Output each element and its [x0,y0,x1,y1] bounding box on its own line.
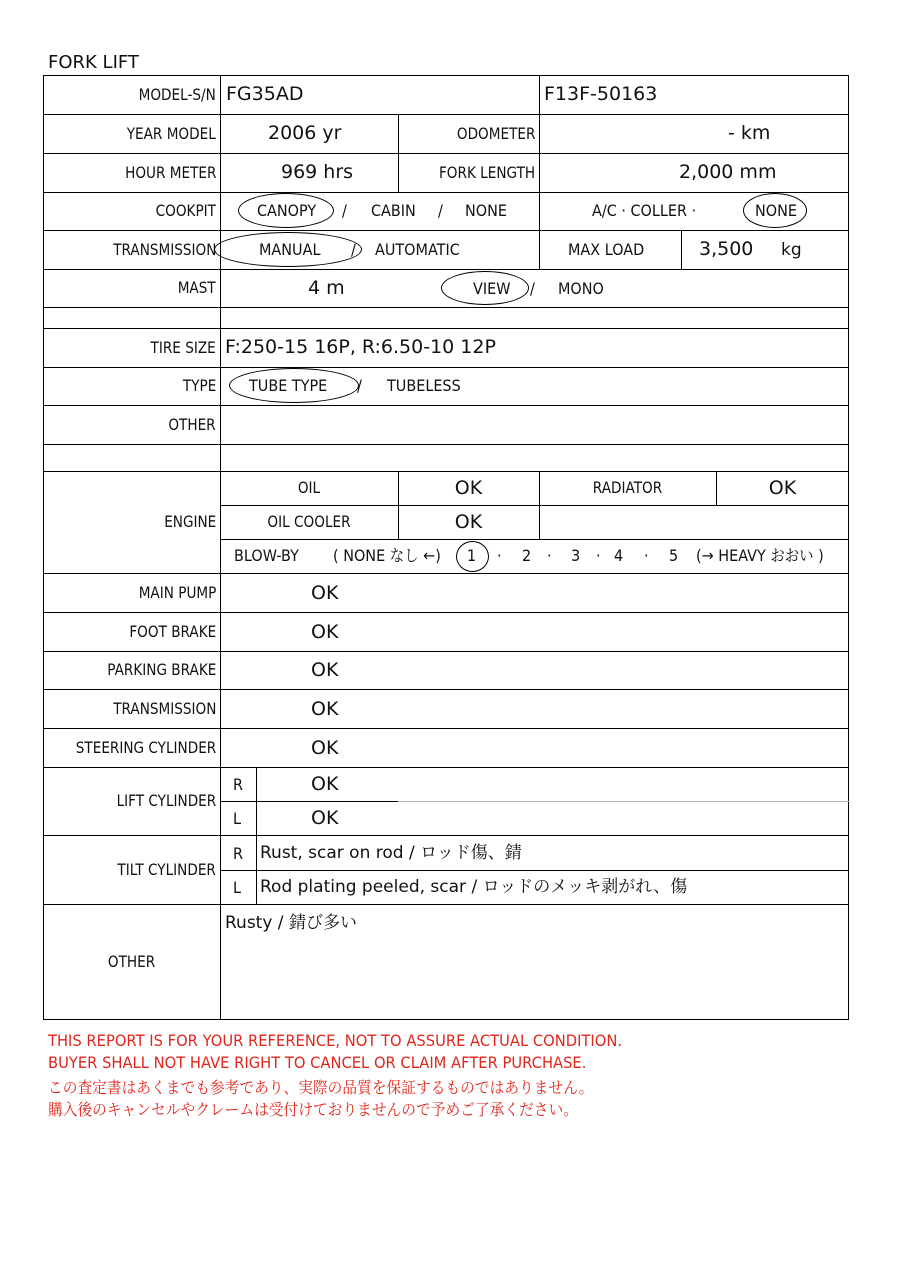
blowby-scale-2: 2 [522,546,532,565]
cookpit-canopy: CANOPY [257,201,317,220]
lift-r-label: R [233,775,244,794]
canopy-circle [238,193,334,228]
oil-cooler-value: OK [454,511,483,533]
radiator-value: OK [768,477,797,499]
steering-cylinder-label: STEERING CYLINDER [75,738,216,757]
hour-meter-label: HOUR METER [124,163,216,182]
tilt-l-value: Rod plating peeled, scar / ロッドのメッキ剥がれ、傷 [260,877,688,897]
oil-cooler-label: OIL COOLER [267,512,351,531]
oil-label: OIL [297,478,321,497]
tire-type-label: TYPE [182,376,216,395]
serial-value: F13F-50163 [544,83,658,105]
transmission-check-label: TRANSMISSION [112,699,216,718]
lift-l-value: OK [311,807,339,829]
foot-brake-label: FOOT BRAKE [129,622,216,641]
year-label: YEAR MODEL [126,124,216,143]
tire-tube: TUBE TYPE [249,376,328,395]
year-value: 2006 yr [268,122,342,144]
parking-brake-value: OK [311,659,339,681]
radiator-label: RADIATOR [592,478,663,497]
cookpit-cabin: CABIN [371,201,416,220]
blowby-scale-4: 4 [614,546,624,565]
blowby-scale-3: 3 [571,546,581,565]
odometer-label: ODOMETER [456,124,535,143]
max-load-value: 3,500 [699,238,754,260]
foot-brake-value: OK [311,621,339,643]
other-label: OTHER [107,952,156,971]
blowby-label: BLOW-BY [234,546,299,565]
disclaimer-line-4: 購入後のキャンセルやクレームは受付けておりませんので予めご了承ください。 [48,1100,578,1119]
main-pump-value: OK [311,582,339,604]
tire-size-label: TIRE SIZE [150,338,216,357]
ac-cooler-label: A/C · COLLER · [592,201,697,220]
blowby-selected-circle [456,541,489,572]
model-label: MODEL-S/N [138,85,216,104]
cookpit-sep: / [342,201,347,220]
tilt-r-value: Rust, scar on rod / ロッド傷、錆 [260,843,522,863]
fork-length-label: FORK LENGTH [438,163,535,182]
mast-label: MAST [178,278,216,297]
steering-cylinder-value: OK [311,737,339,759]
mast-sep: / [530,279,535,298]
blowby-scale-5: 5 [669,546,679,565]
tire-size-value: F:250-15 16P, R:6.50-10 12P [225,336,496,358]
blowby-dot: · [547,546,552,565]
other-value: Rusty / 錆び多い [225,913,357,933]
lift-cylinder-label: LIFT CYLINDER [116,791,216,810]
cookpit-label: COOKPIT [155,201,216,220]
max-load-unit: kg [781,240,802,260]
max-load-label: MAX LOAD [568,240,645,259]
transmission-manual: MANUAL [259,240,321,259]
lift-r-value: OK [311,773,339,795]
ac-none: NONE [755,201,797,220]
fork-length-value: 2,000 mm [679,161,777,183]
page-title: FORK LIFT [48,52,139,73]
tilt-l-label: L [233,878,242,897]
tire-tubeless: TUBELESS [387,376,461,395]
lift-l-label: L [233,809,242,828]
view-circle [441,271,529,305]
disclaimer-line-3: この査定書はあくまでも参考であり、実際の品質を保証するものではありません。 [48,1078,594,1097]
blowby-dot: · [644,546,649,565]
cookpit-none: NONE [465,201,507,220]
manual-circle [214,232,362,267]
blowby-left-scale: ( NONE なし ←) [333,546,441,565]
tilt-r-label: R [233,844,244,863]
tire-other-label: OTHER [168,415,216,434]
blowby-dot: · [596,546,601,565]
blowby-dot: · [497,546,502,565]
transmission-check-value: OK [311,698,339,720]
transmission-type-label: TRANSMISSION [112,240,216,259]
model-value: FG35AD [226,83,304,105]
cookpit-sep-2: / [438,201,443,220]
main-pump-label: MAIN PUMP [138,583,216,602]
parking-brake-label: PARKING BRAKE [106,660,216,679]
hour-meter-value: 969 hrs [281,161,354,183]
odometer-value: - km [728,122,771,144]
mast-mono: MONO [558,279,604,298]
disclaimer-line-1: THIS REPORT IS FOR YOUR REFERENCE, NOT TO ASSURE ACTUAL CONDITION. [48,1031,623,1050]
ac-none-circle [743,193,807,228]
tube-type-circle [229,368,359,403]
oil-value: OK [454,477,483,499]
engine-label: ENGINE [163,512,216,531]
mast-view: VIEW [473,279,511,298]
disclaimer-line-2: BUYER SHALL NOT HAVE RIGHT TO CANCEL OR CLAIM AFTER PURCHASE. [48,1053,587,1072]
tire-sep: / [357,376,362,395]
blowby-scale-1: 1 [467,546,477,565]
mast-value: 4 m [308,277,345,299]
transmission-automatic: AUTOMATIC [375,240,460,259]
tilt-cylinder-label: TILT CYLINDER [117,860,216,879]
blowby-right-scale: (→ HEAVY おおい ) [696,546,824,565]
transmission-sep: / [351,240,356,259]
